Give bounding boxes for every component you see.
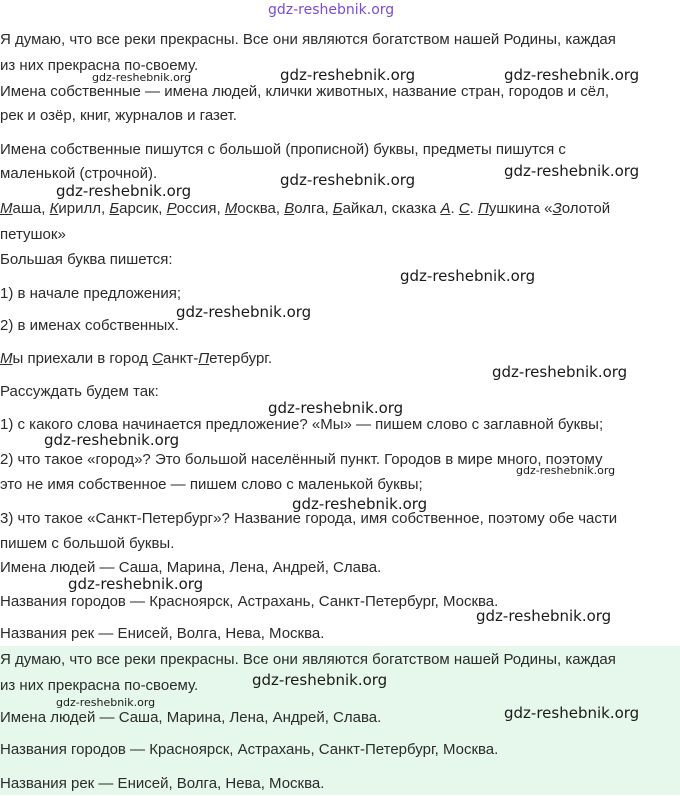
- watermark: gdz-reshebnik.org: [504, 66, 640, 84]
- capital-rule-item-2: 2) в именах собственных.: [0, 317, 179, 334]
- opening-text-line-1: Я думаю, что все реки прекрасны. Все они являются богатством нашей Родины, каждая: [0, 31, 616, 48]
- word-rest: етербург.: [209, 350, 273, 367]
- watermark: gdz-reshebnik.org: [292, 495, 428, 513]
- reasoning-title: Рассуждать будем так:: [0, 383, 159, 400]
- capital-letter: М: [0, 350, 13, 367]
- capital-letter: Б: [332, 200, 343, 217]
- reasoning-item-2-line-1: 2) что такое «город»? Это большой населённый пункт. Городов в мире много, поэтому: [0, 451, 603, 468]
- capital-letter: М: [224, 200, 238, 217]
- word-rest: айкал, сказка: [342, 200, 441, 217]
- capital-rule-title: Большая буква пишется:: [0, 251, 173, 268]
- examples-line-1: [0, 197, 676, 221]
- capital-letter: П: [478, 200, 489, 217]
- watermark: gdz-reshebnik.org: [476, 607, 612, 625]
- word-rest: ы приехали в город: [12, 350, 153, 367]
- watermark: gdz-reshebnik.org: [268, 399, 404, 417]
- word-rest: аша,: [12, 200, 50, 217]
- watermark: gdz-reshebnik.org: [400, 267, 536, 285]
- capital-letter: М: [0, 200, 13, 217]
- capital-letter: А: [440, 200, 451, 217]
- answer-line-2: из них прекрасна по-своему.: [0, 677, 199, 694]
- capital-letter: З: [552, 200, 562, 217]
- watermark: gdz-reshebnik.org: [252, 671, 388, 689]
- river-names-list: Названия рек — Енисей, Волга, Нева, Москва.: [0, 625, 325, 642]
- watermark: gdz-reshebnik.org: [492, 363, 628, 381]
- word-rest: олга,: [294, 200, 333, 217]
- city-names-list: Названия городов — Красноярск, Астрахань, Санкт-Петербург, Москва.: [0, 593, 499, 610]
- watermark: gdz-reshebnik.org: [56, 696, 156, 709]
- people-names-list: Имена людей — Саша, Марина, Лена, Андрей, Слава.: [0, 559, 382, 576]
- reasoning-item-1: 1) с какого слова начинается предложение? «Мы» — пишем слово с заглавной буквы;: [0, 416, 604, 433]
- capital-letter: П: [198, 350, 210, 367]
- watermark: gdz-reshebnik.org: [280, 66, 416, 84]
- watermark: gdz-reshebnik.org: [280, 171, 416, 189]
- word-rest: осква,: [237, 200, 285, 217]
- reasoning-item-2-line-2: это не имя собственное — пишем слово с маленькой буквы;: [0, 476, 423, 493]
- capital-letter: В: [284, 200, 295, 217]
- watermark: gdz-reshebnik.org: [176, 303, 312, 321]
- opening-text-line-2: из них прекрасна по-своему.: [0, 57, 199, 74]
- capital-letter: Б: [109, 200, 120, 217]
- word-rest: .: [469, 200, 478, 217]
- reasoning-item-3-line-2: пишем с большой буквы.: [0, 535, 175, 552]
- watermark: gdz-reshebnik.org: [68, 575, 204, 593]
- definition-line-2: рек и озёр, книг, журналов и газет.: [0, 107, 237, 124]
- answer-city-names: Названия городов — Красноярск, Астрахань, Санкт-Петербург, Москва.: [0, 741, 499, 758]
- watermark-top: gdz-reshebnik.org: [268, 2, 395, 18]
- watermark: gdz-reshebnik.org: [516, 464, 616, 477]
- word-rest: анкт-: [163, 350, 199, 367]
- reasoning-item-3-line-1: 3) что такое «Санкт-Петербург»? Название города, имя собственное, поэтому обе части: [0, 510, 618, 527]
- word-rest: арсик,: [119, 200, 167, 217]
- definition-line-1: Имена собственные — имена людей, клички животных, название стран, городов и сёл,: [0, 83, 609, 100]
- watermark: gdz-reshebnik.org: [92, 71, 192, 84]
- rule-line-2: маленькой (строчной).: [0, 165, 158, 182]
- capital-letter: К: [49, 200, 59, 217]
- watermark: gdz-reshebnik.org: [56, 182, 192, 200]
- word-rest: оссия,: [176, 200, 225, 217]
- answer-line-1: Я думаю, что все реки прекрасны. Все они являются богатством нашей Родины, каждая: [0, 651, 616, 668]
- rule-line-1: Имена собственные пишутся с большой (прописной) буквы, предметы пишутся с: [0, 141, 566, 158]
- capital-rule-item-1: 1) в начале предложения;: [0, 285, 182, 302]
- word-rest: олотой: [561, 200, 611, 217]
- capital-letter: Р: [166, 200, 177, 217]
- capital-letter: С: [152, 350, 164, 367]
- answer-people-names: Имена людей — Саша, Марина, Лена, Андрей, Слава.: [0, 709, 382, 726]
- watermark: gdz-reshebnik.org: [504, 162, 640, 180]
- word-rest: ушкина «: [488, 200, 553, 217]
- word-rest: ирилл,: [58, 200, 110, 217]
- watermark: gdz-reshebnik.org: [44, 431, 180, 449]
- watermark: gdz-reshebnik.org: [504, 704, 640, 722]
- word-rest: .: [450, 200, 459, 217]
- capital-letter: С: [458, 200, 470, 217]
- answer-river-names: Названия рек — Енисей, Волга, Нева, Москва.: [0, 775, 325, 792]
- examples-line-2: петушок»: [0, 226, 66, 243]
